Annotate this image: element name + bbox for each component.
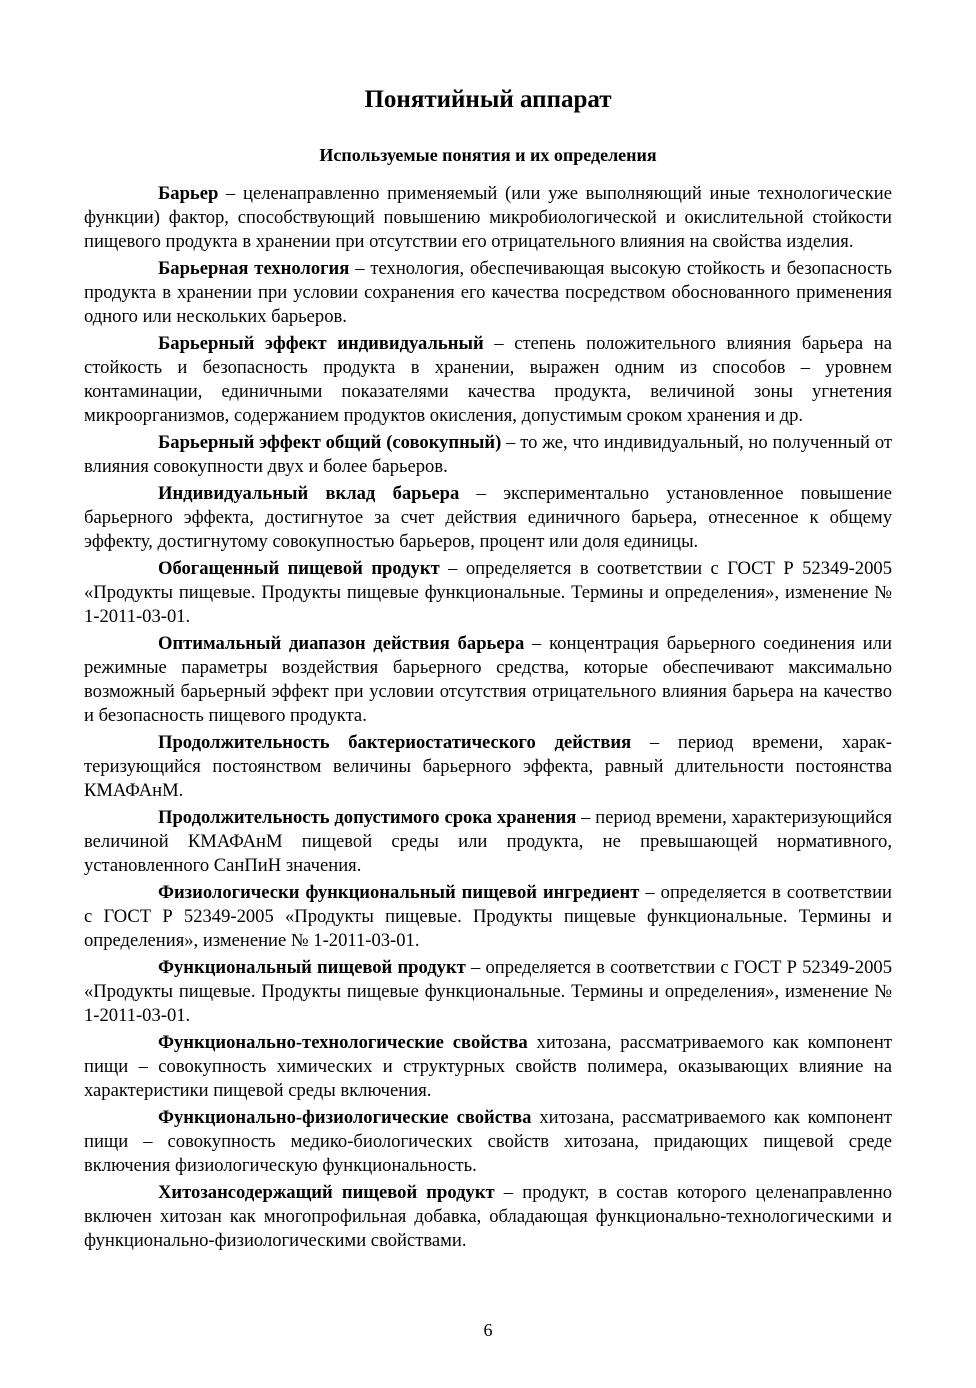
definition-entry xyxy=(84,332,892,428)
definition-text: – то же, что индивидуальный, но полученный от влияния совокупности двух и более барьеров. xyxy=(84,432,892,477)
definition-term: Функциональный пищевой продукт xyxy=(158,957,466,978)
definition-entry xyxy=(84,806,892,878)
definition-entry xyxy=(84,956,892,1028)
definition-term: Барьерный эффект общий (совокупный) xyxy=(158,432,502,453)
definition-text: – экспериментально установленное повышение барьерного эффекта, достигнутое за счет действия единичного барьера, отнесенное к общему эффекту, достигнутому совокупностью барьеров, процент или доля единицы. xyxy=(84,483,892,552)
definition-entry xyxy=(84,1181,892,1253)
definition-term: Индивидуальный вклад барьера xyxy=(158,483,460,504)
definition-entry xyxy=(84,557,892,629)
definition-term: Оптимальный диапазон действия барьера xyxy=(158,633,525,654)
definition-text: – период времени, характеризующийся величиной КМАФАнМ пищевой среды или продукта, не превышающей нормативного, установленного СанПиН значения. xyxy=(84,807,892,876)
definition-text: – определяется в соответствии с ГОСТ Р 52349-2005 «Продукты пищевые. Продукты пищевые функциональные. Термины и определения», изменение № 1-2011-03-01. xyxy=(84,558,892,627)
page-title: Понятийный аппарат xyxy=(364,86,612,113)
definition-term: Барьер xyxy=(158,183,219,204)
definition-entry xyxy=(84,881,892,953)
definition-entry xyxy=(84,482,892,554)
definition-term: Функционально-технологические свойства xyxy=(158,1032,528,1053)
definition-entry xyxy=(84,731,892,803)
definition-text: – определяется в соответствии с ГОСТ Р 52349-2005 «Продукты пищевые. Продукты пищевые функциональные. Термины и определения», изменение № 1-2011-03-01. xyxy=(84,882,892,951)
definition-text: – степень положительного влияния барьера на стойкость и безопасность продукта в хранении, выражен одним из способов – уровнем контаминации, единичными показателями качества продукта, величиной зоны угнетения микроорганизмов, содержанием продуктов окисления, допустимым сроком хранения и др. xyxy=(84,333,892,426)
definition-term: Барьерный эффект индивидуальный xyxy=(158,333,484,354)
definition-text: – технология, обеспечивающая высокую стойкость и безопасность продукта в хранении при условии сохранения его качества посредством обоснованного применения одного или нескольких барьеров. xyxy=(84,258,892,327)
definition-text: – целенаправленно применяемый (или уже выполняющий иные технологические функции) фактор, способствующий повышению микробиологической и окислительной стойкости пищевого продукта в хранении при отсутствии его отрицательного влияния на свойства изделия. xyxy=(84,183,892,252)
definition-text: хитозана, рассматриваемого как компонент пищи – совокупность химических и структурных свойств полимера, оказывающих влияние на характеристики пищевой среды включения. xyxy=(84,1032,892,1101)
definition-term: Продолжительность допустимого срока хранения xyxy=(158,807,577,828)
definition-entry xyxy=(84,1031,892,1103)
definition-term: Обогащенный пищевой продукт xyxy=(158,558,440,579)
definitions-list xyxy=(84,182,892,1253)
definition-term: Физиологически функциональный пищевой ингредиент xyxy=(158,882,640,903)
definition-entry xyxy=(84,182,892,254)
definition-text: – период времени, характеризующийся постоянством величины барьерного эффекта, равный длительности постоянства КМАФАнМ. xyxy=(84,732,892,801)
definition-term: Барьерная технология xyxy=(158,258,350,279)
document-page xyxy=(84,82,892,1256)
definition-entry xyxy=(84,431,892,479)
definition-text: – продукт, в состав которого целенаправленно включен хитозан как многопрофильная добавка, обладающая функционально-технологическими и функционально-физиологическими свойствами. xyxy=(84,1182,892,1251)
definition-entry xyxy=(84,257,892,329)
definition-entry xyxy=(84,1106,892,1178)
definition-text: – концентрация барьерного соединения или режимные параметры воздействия барьерного средства, которые обеспечивают максимально возможный барьерный эффект при условии отсутствия отрицательного влияния барьера на качество и безопасность пищевого продукта. xyxy=(84,633,892,726)
section-subtitle: Используемые понятия и их определения xyxy=(319,145,657,165)
definition-text: – определяется в соответствии с ГОСТ Р 52349-2005 «Продукты пищевые. Продукты пищевые функциональные. Термины и определения», изменение № 1-2011-03-01. xyxy=(84,957,892,1026)
definition-entry xyxy=(84,632,892,728)
definition-term: Функционально-физиологические свойства xyxy=(158,1107,532,1128)
definition-term: Хитозансодержащий пищевой продукт xyxy=(158,1182,495,1203)
definition-text: хитозана, рассматриваемого как компонент пищи – совокупность медико-биологических свойств хитозана, придающих пищевой среде включения физиологическую функциональность. xyxy=(84,1107,892,1176)
page-number: 6 xyxy=(483,1320,493,1340)
definition-term: Продолжительность бактериостатического действия xyxy=(158,732,632,753)
